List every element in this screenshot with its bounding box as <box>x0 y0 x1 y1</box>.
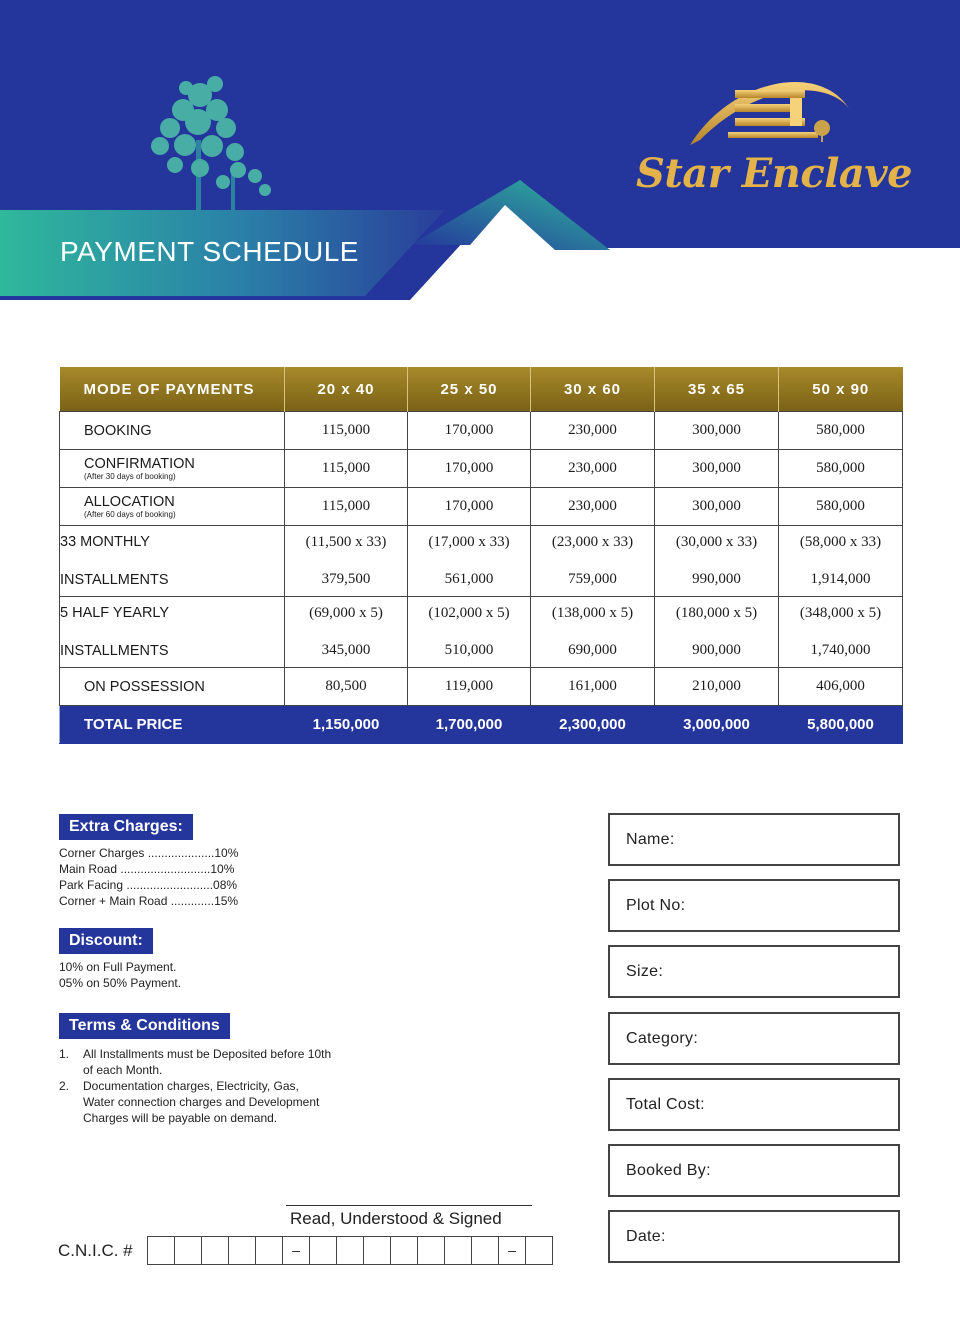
table-cell: 230,000 <box>531 412 655 450</box>
cnic-digit-box[interactable] <box>417 1236 445 1265</box>
table-cell: 170,000 <box>408 450 531 488</box>
cnic-digit-box[interactable] <box>390 1236 418 1265</box>
table-cell: 300,000 <box>655 412 779 450</box>
table-cell <box>779 526 903 597</box>
list-item: Park Facing ..........................08% <box>59 878 238 892</box>
table-row-possession <box>60 668 903 706</box>
column-header: 25 x 50 <box>408 367 531 412</box>
discount-list <box>59 959 181 991</box>
term-number: 1. <box>59 1047 70 1061</box>
breakdown-value: (11,500 x 33) <box>305 534 387 550</box>
term-line: Water connection charges and Development <box>83 1095 320 1109</box>
field-label: Name: <box>626 831 675 848</box>
table-cell <box>531 597 655 668</box>
list-item <box>59 1078 379 1126</box>
date-field[interactable] <box>608 1210 900 1263</box>
breakdown-value: (30,000 x 33) <box>675 534 758 550</box>
terms-title: Terms & Conditions <box>59 1013 230 1039</box>
row-label-text: CONFIRMATION <box>84 456 195 472</box>
table-cell <box>779 597 903 668</box>
table-cell: 80,500 <box>285 668 408 706</box>
category-field[interactable] <box>608 1012 900 1065</box>
table-cell: 300,000 <box>655 488 779 526</box>
table-cell: 300,000 <box>655 450 779 488</box>
total-cell: 2,300,000 <box>531 706 655 744</box>
breakdown-value: (58,000 x 33) <box>799 534 882 550</box>
term-line: of each Month. <box>83 1063 163 1077</box>
table-cell: 580,000 <box>779 450 903 488</box>
row-label <box>60 488 285 526</box>
breakdown-value: (102,000 x 5) <box>428 605 510 621</box>
cnic-digit-box[interactable] <box>174 1236 202 1265</box>
table-cell: 115,000 <box>285 412 408 450</box>
total-value: 900,000 <box>692 642 741 658</box>
table-cell: 170,000 <box>408 488 531 526</box>
table-cell: 115,000 <box>285 488 408 526</box>
total-value: 1,740,000 <box>810 642 871 658</box>
field-label: Plot No: <box>626 897 686 914</box>
total-cell: 1,150,000 <box>285 706 408 744</box>
cnic-digit-box[interactable] <box>201 1236 229 1265</box>
cnic-dash: – <box>498 1236 526 1265</box>
table-header-row <box>60 367 903 412</box>
table-cell <box>285 526 408 597</box>
breakdown-value: (23,000 x 33) <box>551 534 634 550</box>
term-line: Documentation charges, Electricity, Gas, <box>83 1079 299 1093</box>
name-field[interactable] <box>608 813 900 866</box>
table-cell <box>408 597 531 668</box>
payment-schedule-table <box>59 367 903 744</box>
brand-name: Star Enclave <box>636 150 913 197</box>
row-label: ON POSSESSION <box>60 668 285 706</box>
list-item: 05% on 50% Payment. <box>59 976 182 990</box>
column-header: MODE OF PAYMENTS <box>60 367 285 412</box>
column-header: 50 x 90 <box>779 367 903 412</box>
table-cell: 580,000 <box>779 488 903 526</box>
cnic-digit-box[interactable] <box>228 1236 256 1265</box>
row-label-text: ALLOCATION <box>84 494 175 510</box>
total-value: 345,000 <box>321 642 371 658</box>
total-value: 690,000 <box>568 642 617 658</box>
term-number: 2. <box>59 1079 70 1093</box>
list-item: Corner Charges ....................10% <box>59 846 239 860</box>
breakdown-value: (348,000 x 5) <box>799 605 882 621</box>
header-banner <box>0 0 960 300</box>
breakdown-value: (17,000 x 33) <box>428 534 510 550</box>
term-line: All Installments must be Deposited before 10th <box>83 1047 332 1061</box>
size-field[interactable] <box>608 945 900 998</box>
total-cell: 1,700,000 <box>408 706 531 744</box>
field-label: Category: <box>626 1030 699 1047</box>
total-value: 1,914,000 <box>810 571 871 587</box>
terms-list <box>59 1046 379 1126</box>
row-label-note: (After 60 days of booking) <box>84 510 176 519</box>
cnic-dash: – <box>282 1236 310 1265</box>
page-title: PAYMENT SCHEDULE <box>60 236 359 267</box>
total-value: 510,000 <box>444 642 494 658</box>
column-header: 20 x 40 <box>285 367 408 412</box>
signature-line[interactable] <box>286 1205 532 1206</box>
term-line: Charges will be payable on demand. <box>83 1111 278 1125</box>
table-cell: 580,000 <box>779 412 903 450</box>
table-cell: 230,000 <box>531 488 655 526</box>
list-item: 10% on Full Payment. <box>59 960 177 974</box>
cnic-digit-box[interactable] <box>309 1236 337 1265</box>
table-row-monthly <box>60 526 903 597</box>
row-label-line: INSTALLMENTS <box>60 643 169 659</box>
cnic-digit-box[interactable] <box>255 1236 283 1265</box>
table-cell: 406,000 <box>779 668 903 706</box>
table-cell: 210,000 <box>655 668 779 706</box>
table-cell: 230,000 <box>531 450 655 488</box>
row-label <box>60 526 285 597</box>
total-cell: 3,000,000 <box>655 706 779 744</box>
cnic-label: C.N.I.C. # <box>58 1241 133 1260</box>
row-label <box>60 450 285 488</box>
total-value: 990,000 <box>692 571 741 587</box>
total-value: 759,000 <box>568 571 617 587</box>
table-row-booking <box>60 412 903 450</box>
cnic-input[interactable] <box>148 1236 553 1265</box>
table-cell <box>408 526 531 597</box>
table-cell: 119,000 <box>408 668 531 706</box>
table-row-allocation <box>60 488 903 526</box>
breakdown-value: (138,000 x 5) <box>551 605 634 621</box>
table-row-total <box>60 706 903 744</box>
cnic-digit-box[interactable] <box>525 1236 553 1265</box>
cnic-digit-box[interactable] <box>336 1236 364 1265</box>
row-label: TOTAL PRICE <box>60 706 285 744</box>
signature-label: Read, Understood & Signed <box>290 1209 502 1228</box>
row-label-line: 5 HALF YEARLY <box>60 605 170 621</box>
cnic-digit-box[interactable] <box>444 1236 472 1265</box>
table-cell: 115,000 <box>285 450 408 488</box>
table-cell: 170,000 <box>408 412 531 450</box>
total-cost-field[interactable] <box>608 1078 900 1131</box>
cnic-digit-box[interactable] <box>147 1236 175 1265</box>
row-label-line: 33 MONTHLY <box>60 534 150 550</box>
table-cell <box>655 526 779 597</box>
column-header: 35 x 65 <box>655 367 779 412</box>
row-label <box>60 597 285 668</box>
row-label-note: (After 30 days of booking) <box>84 472 176 481</box>
cnic-digit-box[interactable] <box>471 1236 499 1265</box>
column-header: 30 x 60 <box>531 367 655 412</box>
field-label: Size: <box>626 963 664 980</box>
total-value: 561,000 <box>444 571 494 587</box>
row-label-line: INSTALLMENTS <box>60 572 169 588</box>
table-cell <box>285 597 408 668</box>
discount-title: Discount: <box>59 928 153 954</box>
table-cell <box>655 597 779 668</box>
table-row-confirmation <box>60 450 903 488</box>
field-label: Date: <box>626 1228 666 1245</box>
table-cell <box>531 526 655 597</box>
booked-by-field[interactable] <box>608 1144 900 1197</box>
field-label: Booked By: <box>626 1162 711 1179</box>
plot-no-field[interactable] <box>608 879 900 932</box>
field-label: Total Cost: <box>626 1096 705 1113</box>
breakdown-value: (69,000 x 5) <box>309 605 383 621</box>
row-label: BOOKING <box>60 412 285 450</box>
extra-charges-list <box>59 845 238 909</box>
total-value: 379,500 <box>321 571 371 587</box>
extra-charges-title: Extra Charges: <box>59 814 193 840</box>
list-item: Corner + Main Road .............15% <box>59 894 239 908</box>
cnic-digit-box[interactable] <box>363 1236 391 1265</box>
table-cell: 161,000 <box>531 668 655 706</box>
table-row-half-yearly <box>60 597 903 668</box>
list-item <box>59 1046 379 1078</box>
breakdown-value: (180,000 x 5) <box>675 605 758 621</box>
total-cell: 5,800,000 <box>779 706 903 744</box>
list-item: Main Road ...........................10% <box>59 862 235 876</box>
